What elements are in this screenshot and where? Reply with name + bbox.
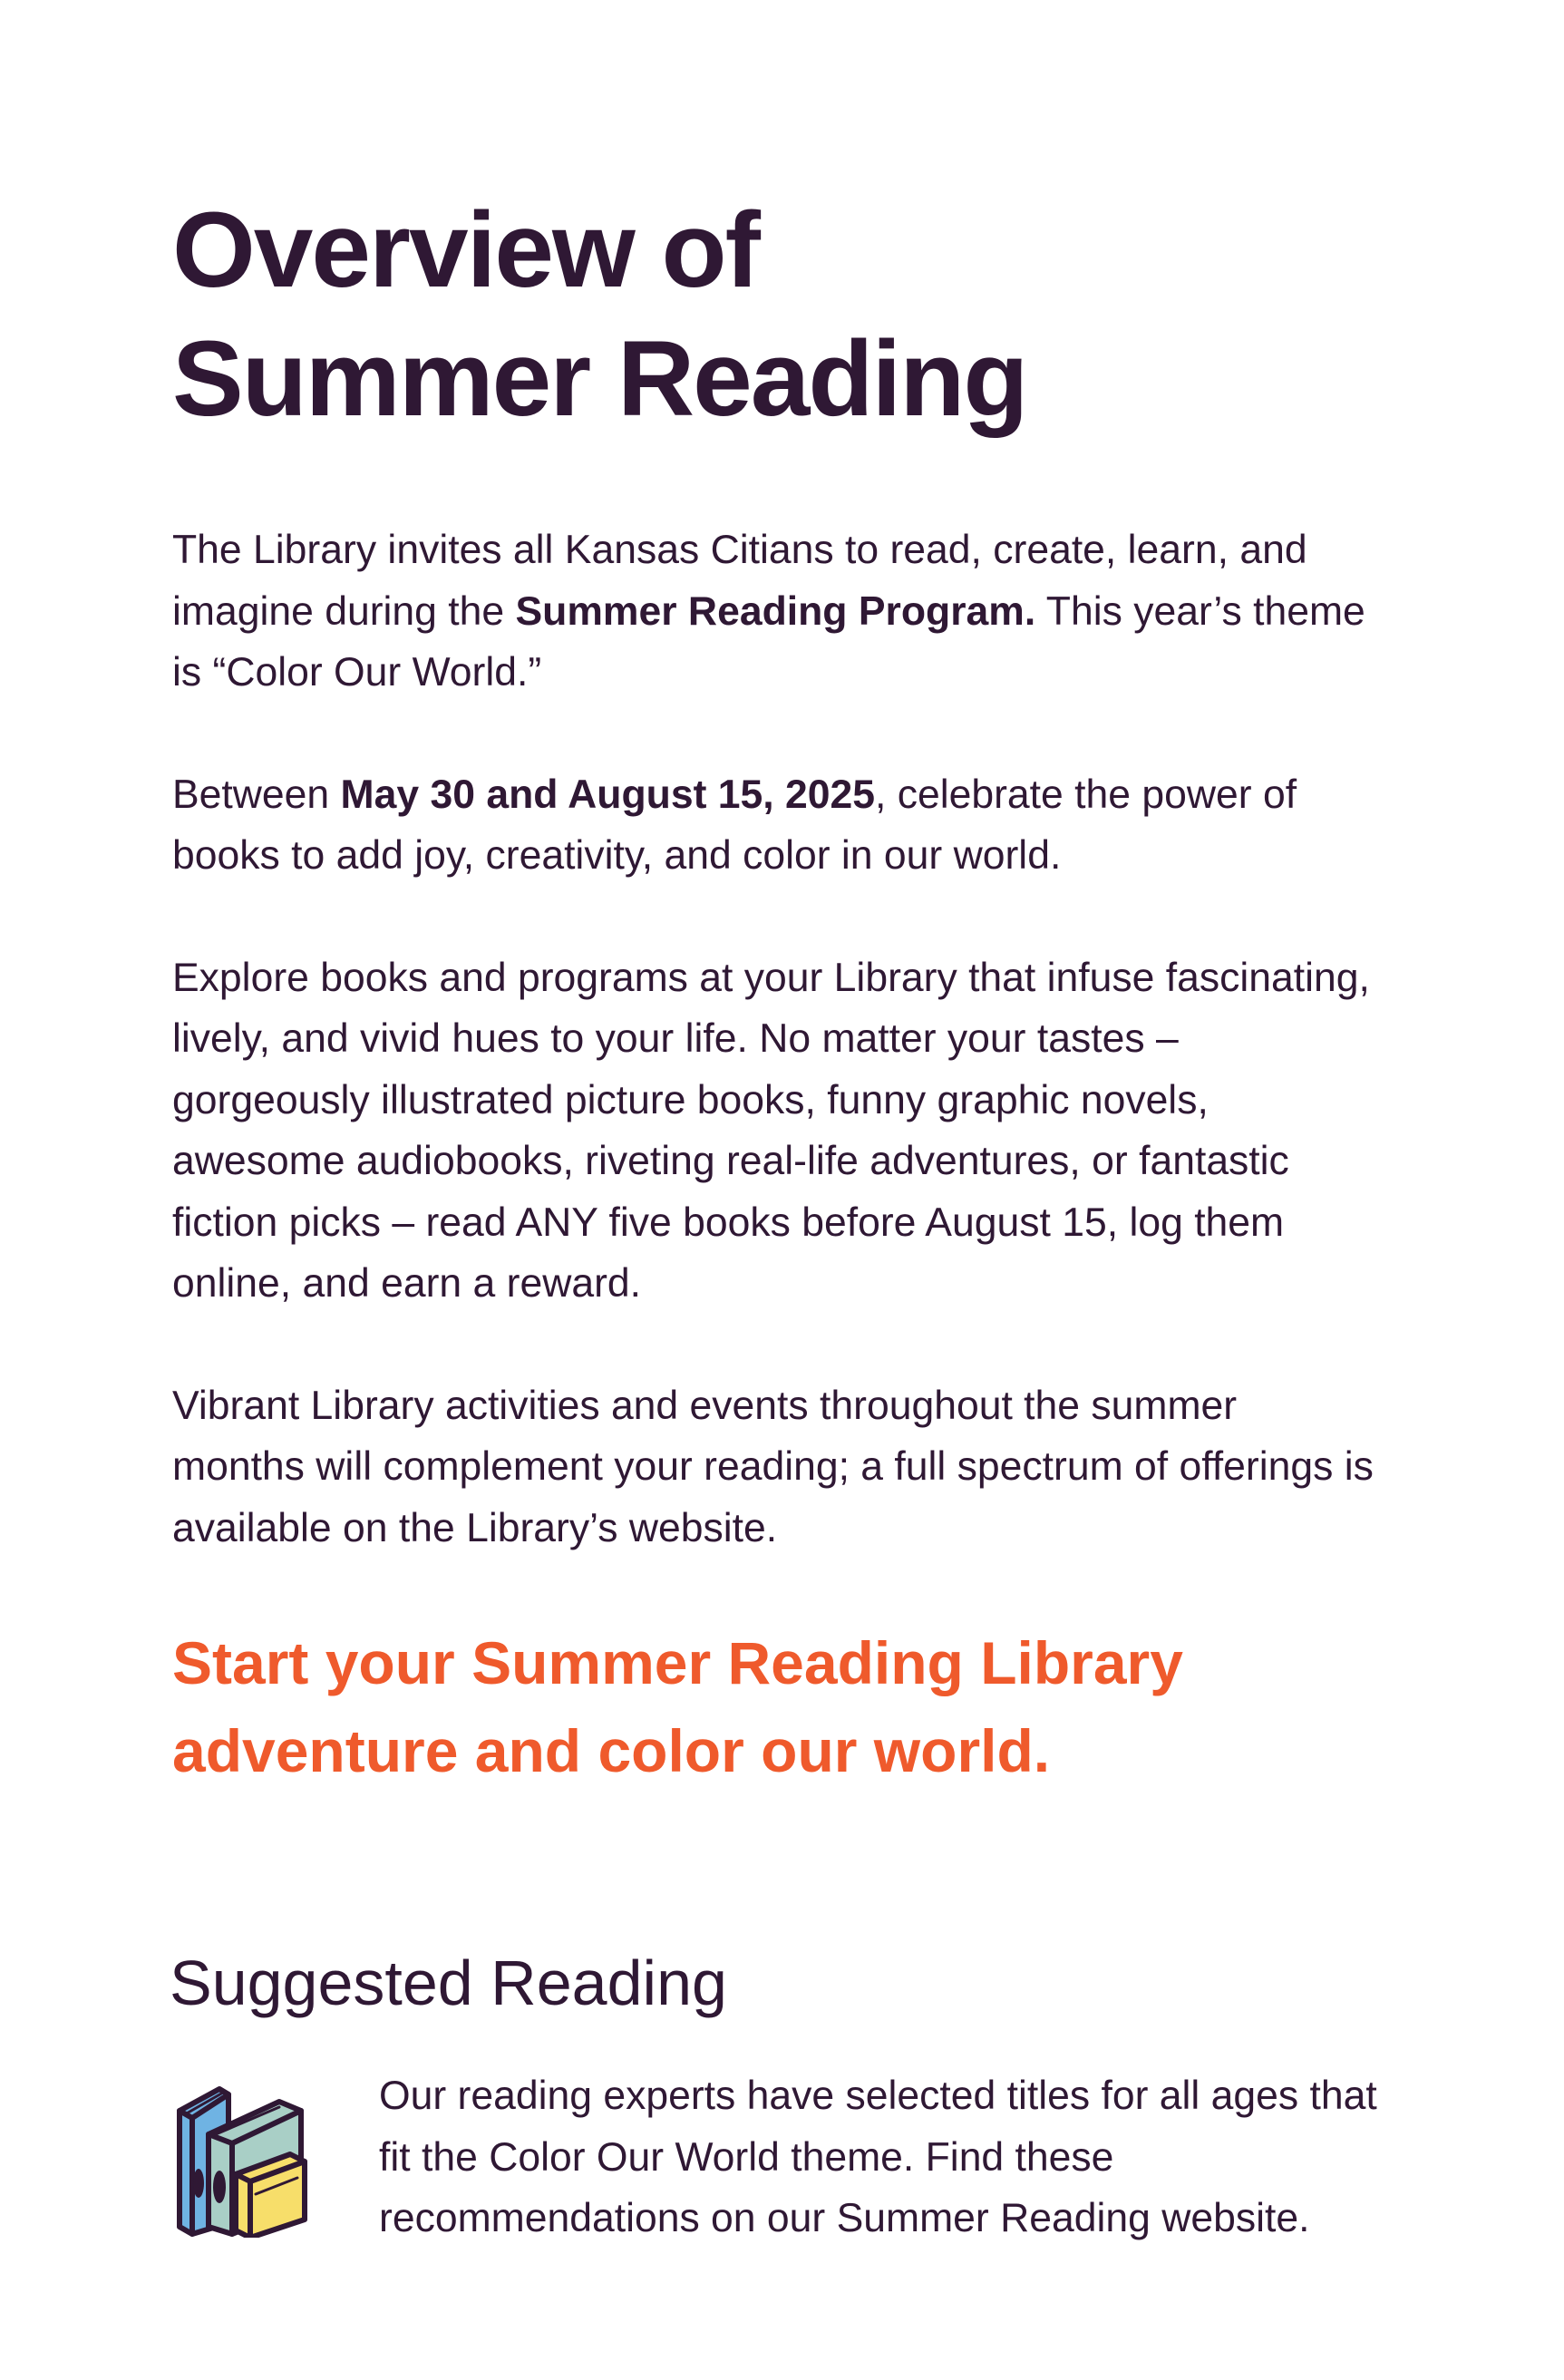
intro-p1-text-b: This year’s theme is “Color Our World.” <box>172 588 1365 695</box>
suggested-reading-text: Our reading experts have selected titles for all ages that fit the Color Our World theme. Find these recommendations on our Summer Reading website. <box>379 2074 1377 2240</box>
page-title-line-2: Summer Reading <box>172 319 1027 439</box>
program-dates: May 30 and August 15, 2025 <box>340 772 875 817</box>
intro-p1-bold: Summer Reading Program. <box>515 588 1036 634</box>
books-icon <box>172 2074 308 2238</box>
suggested-reading-section <box>172 2065 1396 2249</box>
intro-paragraph-2 <box>172 764 1378 887</box>
call-to-action-line-1: Start your Summer Reading Library <box>172 1629 1183 1696</box>
call-to-action <box>172 1619 1387 1795</box>
page-title-line-1: Overview of <box>172 190 759 310</box>
intro-p2-text-b: , celebrate the power of books to add joy, creativity, and color in our world. <box>172 772 1297 878</box>
intro-paragraph-3: Explore books and programs at your Library that infuse fascinating, lively, and vivid hues to your life. No matter your tastes – gorgeously illustrated picture books, funny graphic novels, awesome audiobooks, riveting real-life adventures, or fantastic fiction picks – read ANY five books before August 15, log them online, and earn a reward. <box>172 955 1370 1306</box>
intro-section <box>172 520 1396 1559</box>
page-title <box>172 186 1396 443</box>
document-page <box>172 186 1396 2249</box>
intro-paragraph-1 <box>172 520 1378 704</box>
intro-p2-text-a: Between <box>172 772 341 817</box>
intro-paragraph-4: Vibrant Library activities and events throughout the summer months will complement your reading; a full spectrum of offerings is available on the Library’s website. <box>172 1383 1374 1550</box>
suggested-reading-heading: Suggested Reading <box>170 1948 727 2018</box>
call-to-action-line-2: adventure and color our world. <box>172 1717 1051 1784</box>
intro-p1-text-a: The Library invites all Kansas Citians to read, create, learn, and imagine during the <box>172 528 1307 634</box>
